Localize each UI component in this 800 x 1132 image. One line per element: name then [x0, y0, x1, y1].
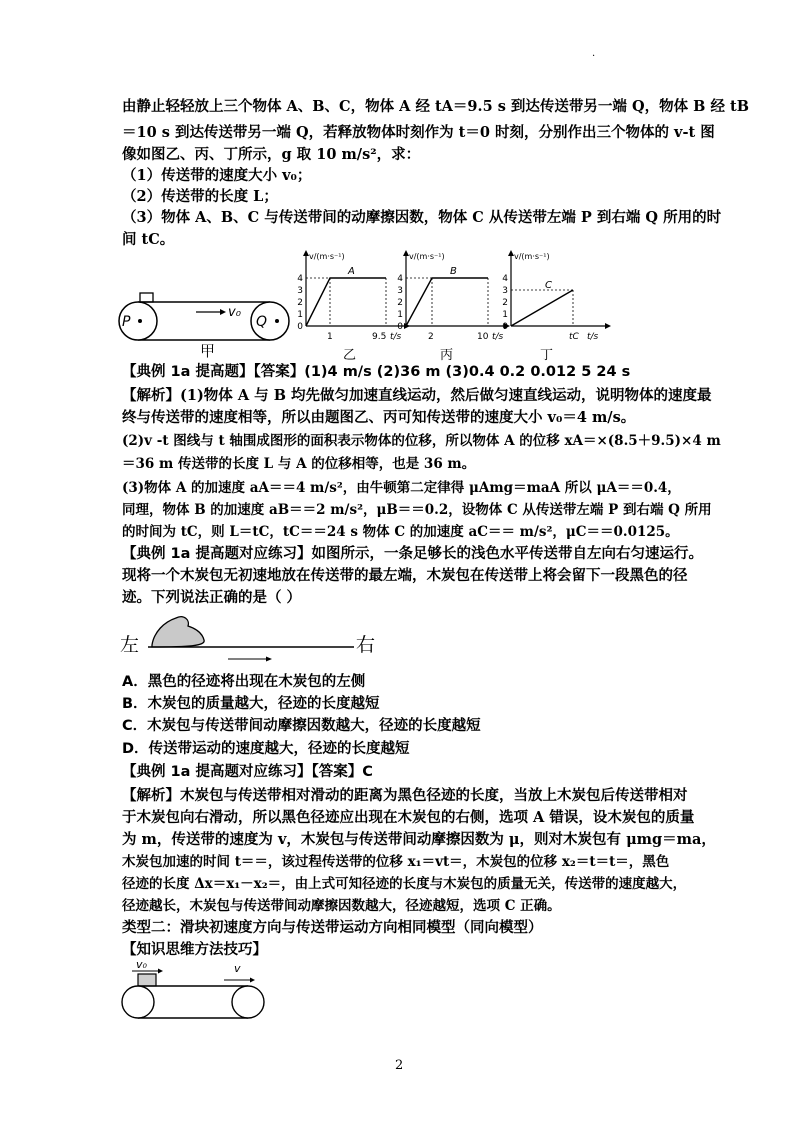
option-b: B．木炭包的质量越大，径迹的长度越短 [122, 696, 380, 712]
x-label: t/s [587, 332, 599, 342]
option-d: D．传送带运动的速度越大，径迹的长度越短 [122, 741, 410, 757]
caption-yi: 乙 [343, 348, 357, 363]
label-right: 右 [356, 634, 376, 656]
problem-line-1: 由静止轻轻放上三个物体 A、B、C，物体 A 经 tA＝9.5 s 到达传送带另一端 Q，物体 B 经 tB [122, 98, 749, 115]
charcoal-figure [118, 610, 388, 672]
ytick: 4 [297, 274, 303, 284]
analysis-2-line: 径迹越长，木炭包与传送带间动摩擦因数越大，径迹越短，选项 C 正确。 [122, 898, 561, 914]
xtick: 2 [428, 332, 434, 342]
ytick: 3 [502, 286, 508, 296]
ytick: 4 [397, 274, 403, 284]
ytick: 0 [397, 322, 403, 332]
analysis-1-line: 的时间为 tC，则 L＝tC，tC＝＝24 s 物体 C 的加速度 aC＝＝ m/s²，μC＝＝0.0125。 [122, 524, 679, 540]
analysis-1-line: (3)物体 A 的加速度 aA＝＝4 m/s²，由牛顿第二定律得 μAmg＝maA 所以 μA＝＝0.4， [122, 480, 681, 496]
analysis-1-line: (2)v -t 图线与 t 轴围成图形的面积表示物体的位移，所以物体 A 的位移 xA＝×(8.5＋9.5)×4 m [122, 433, 721, 449]
option-c: C．木炭包与传送带间动摩擦因数越大，径迹的长度越短 [122, 718, 481, 734]
velocity-arrowhead [220, 309, 226, 315]
ytick: 0 [297, 322, 303, 332]
curve-label-a: A [348, 266, 355, 277]
charcoal-bag [152, 617, 204, 647]
axle-right [275, 319, 279, 323]
block [140, 293, 153, 302]
analysis-2-line: 【解析】木炭包与传送带相对滑动的距离为黑色径迹的长度，当放上木炭包后传送带相对 [122, 787, 688, 804]
label-left: 左 [120, 634, 140, 656]
question-2: （2）传送带的长度 L； [122, 188, 278, 205]
curve-label-c: C [545, 280, 552, 291]
axle-left [138, 319, 142, 323]
analysis-2-line: 木炭包加速的时间 t＝＝，该过程传送带的位移 x₁＝vt＝，木炭包的位移 x₂＝t＝t＝，黑色 [122, 854, 670, 870]
v-arrowhead [250, 978, 255, 983]
question-3-line-2: 间 tC。 [122, 231, 175, 248]
analysis-2-line: 为 m，传送带的速度为 v，木炭包与传送带间动摩擦因数为 μ，则对木炭包有 μmg＝ma， [122, 831, 716, 848]
v0-arrowhead [158, 969, 163, 974]
exercise-line: 现将一个木炭包无初速地放在传送带的最左端，木炭包在传送带上将会留下一段黑色的径 [122, 568, 688, 584]
top-mark: . [592, 48, 596, 59]
xtick: 10 [477, 332, 489, 342]
vt-line-a [306, 278, 386, 326]
exercise-line: 【典例 1a 提高题对应练习】如图所示，一条足够长的浅色水平传送带自左向右匀速运行。 [122, 546, 703, 562]
slider-block [138, 974, 156, 986]
analysis-1-line: 终与传送带的速度相等，所以由题图乙、丙可知传送带的速度大小 v₀＝4 m/s。 [122, 409, 636, 426]
vt-line-b [406, 278, 488, 326]
x-label: t/s [492, 332, 504, 342]
ytick: 2 [502, 298, 508, 308]
problem-line-2: ＝10 s 到达传送带另一端 Q，若释放物体时刻作为 t＝0 时刻，分别作出三个物体的 v-t 图 [122, 124, 715, 141]
analysis-1-line: 同理，物体 B 的加速度 aB＝＝2 m/s²，μB＝＝0.2，设物体 C 从传送带左端 P 到右端 Q 所用 [122, 502, 712, 518]
page-number: 2 [395, 1058, 404, 1073]
caption-ding: 丁 [540, 348, 554, 363]
y-label: v/(m·s⁻¹) [409, 252, 445, 261]
answer-1: 【典例 1a 提高题】【答案】(1)4 m/s (2)36 m (3)0.4 0.2 0.012 5 24 s [122, 364, 631, 380]
pulley-right [232, 986, 264, 1018]
question-3-line-1: （3）物体 A、B、C 与传送带间的动摩擦因数，物体 C 从传送带左端 P 到右端 Q 所用的时 [122, 209, 722, 226]
ytick: 2 [297, 298, 303, 308]
answer-2: 【典例 1a 提高题对应练习】【答案】C [122, 764, 373, 780]
label-v: v [234, 962, 241, 975]
ytick: 3 [397, 286, 403, 296]
vt-line-c [511, 290, 573, 326]
y-label: v/(m·s⁻¹) [514, 252, 550, 261]
label-v0: v₀ [228, 305, 241, 320]
knowledge-heading: 【知识思维方法技巧】 [122, 942, 267, 958]
curve-label-b: B [450, 266, 457, 277]
direction-arrowhead [266, 657, 272, 662]
xtick: 9.5 [372, 332, 387, 342]
pulley-left [122, 986, 154, 1018]
label-v0: v₀ [136, 958, 147, 971]
problem-line-3: 像如图乙、丙、丁所示，g 取 10 m/s²，求： [122, 146, 421, 163]
caption-jia: 甲 [200, 342, 216, 360]
ytick: 2 [397, 298, 403, 308]
vt-graph-bing [392, 248, 512, 348]
caption-bing: 丙 [440, 348, 454, 363]
label-q: Q [256, 314, 268, 330]
ytick: 3 [297, 286, 303, 296]
ytick: 1 [502, 310, 508, 320]
xtick: tC [569, 332, 579, 342]
ytick: 0 [502, 322, 508, 332]
y-label: v/(m·s⁻¹) [309, 252, 345, 261]
analysis-2-line: 径迹的长度 Δx＝x₁－x₂＝，由上式可知径迹的长度与木炭包的质量无关，传送带的速度越大， [122, 876, 687, 892]
type-2-heading: 类型二：滑块初速度方向与传送带运动方向相同模型（同向模型） [122, 920, 543, 936]
question-1: （1）传送带的速度大小 v₀； [122, 167, 312, 184]
analysis-2-line: 于木炭包向右滑动，所以黑色径迹应出现在木炭包的右侧，选项 A 错误，设木炭包的质量 [122, 809, 695, 826]
label-p: P [122, 314, 131, 330]
ytick: 1 [397, 310, 403, 320]
x-axis-arrow [605, 323, 611, 329]
xtick: 1 [327, 332, 333, 342]
ytick: 4 [502, 274, 508, 284]
analysis-1-line: ＝36 m 传送带的长度 L 与 A 的位移相等，也是 36 m。 [122, 456, 476, 472]
analysis-1-line: 【解析】(1)物体 A 与 B 均先做匀加速直线运动，然后做匀速直线运动，说明物体的速度最 [122, 387, 712, 404]
same-direction-conveyor-figure [118, 956, 278, 1022]
exercise-line: 迹。下列说法正确的是（ ） [122, 590, 302, 606]
vt-graph-ding [497, 248, 617, 348]
ytick: 1 [297, 310, 303, 320]
x-label: t/s [390, 332, 402, 342]
option-a: A．黑色的径迹将出现在木炭包的左侧 [122, 674, 366, 690]
